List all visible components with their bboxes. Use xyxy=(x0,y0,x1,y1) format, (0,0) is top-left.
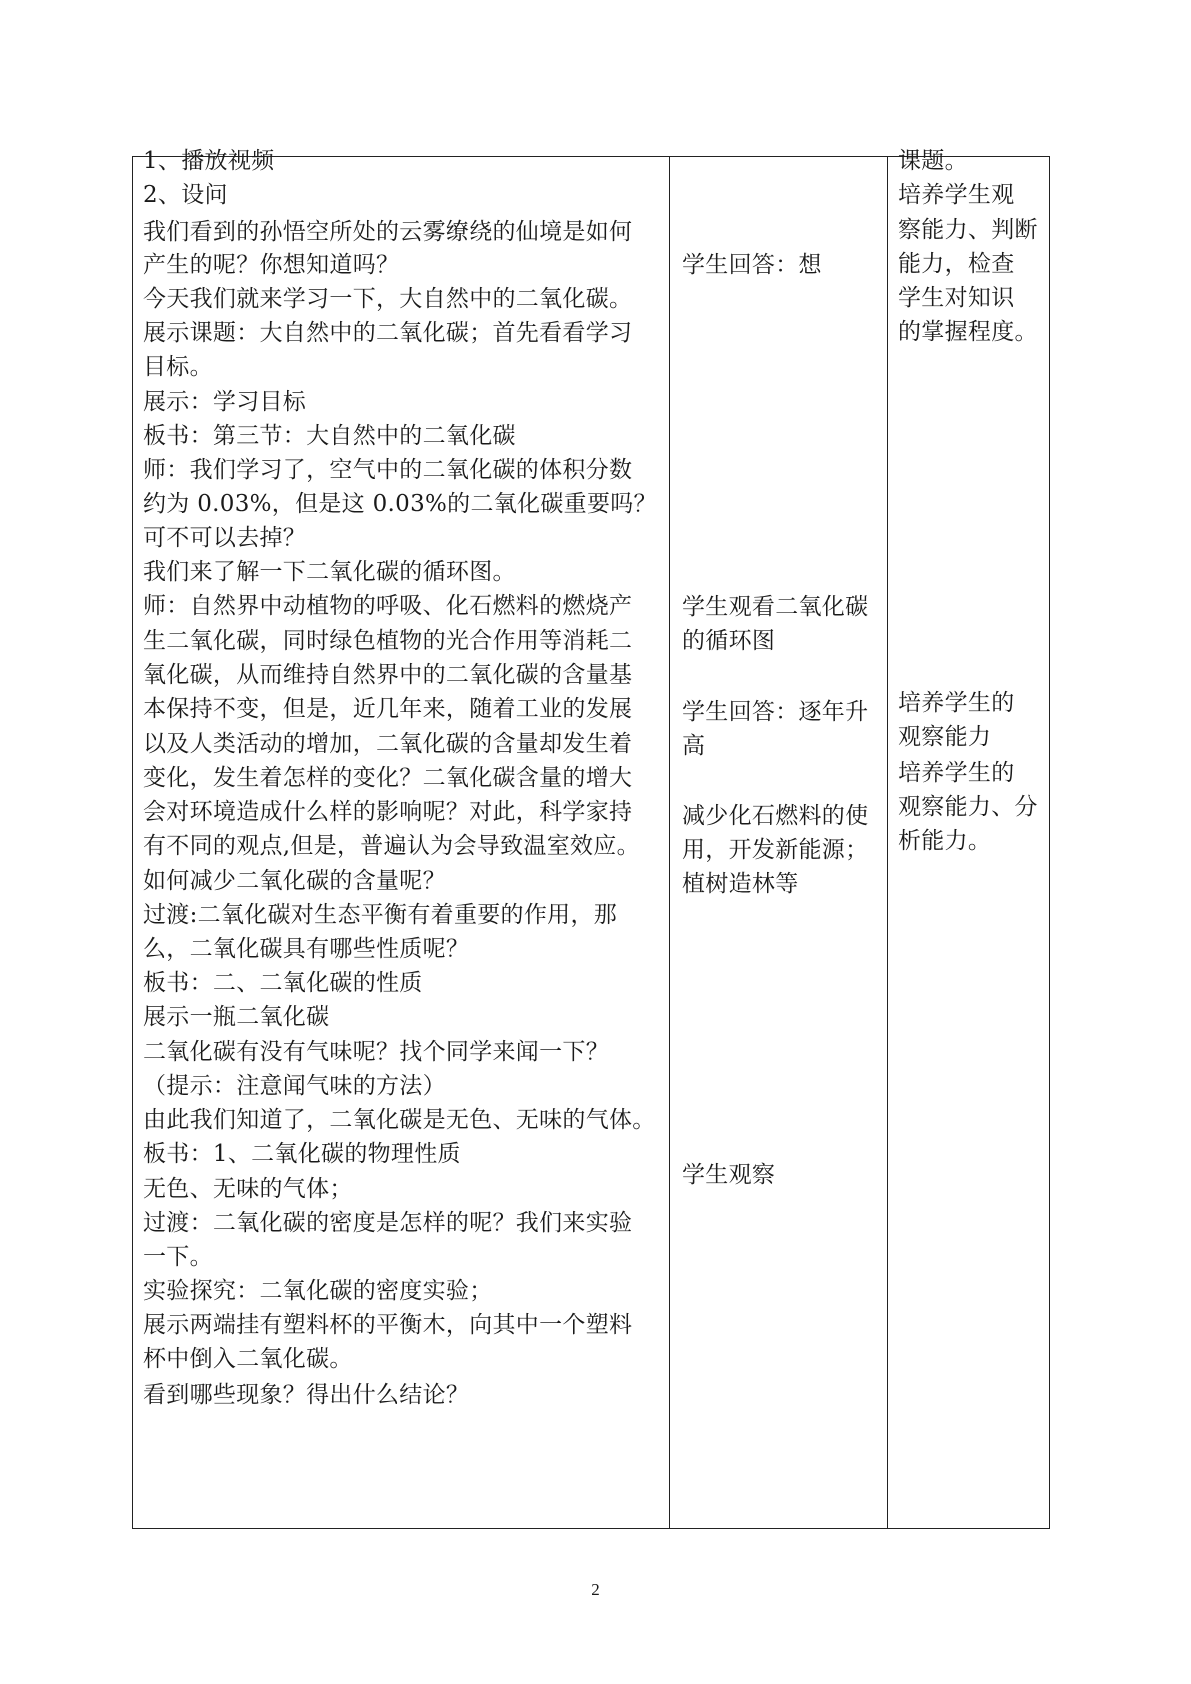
intent-line: 观察能力 xyxy=(898,724,992,750)
teacher-line: 可不可以去掉？ xyxy=(143,525,307,551)
student-line: 植树造林等 xyxy=(682,871,799,897)
teacher-line: 师：自然界中动植物的呼吸、化石燃料的燃烧产 xyxy=(143,593,633,619)
teacher-line: 过渡：二氧化碳的密度是怎样的呢？我们来实验 xyxy=(143,1210,633,1236)
student-line: 学生观察 xyxy=(682,1162,776,1188)
teacher-line: 会对环境造成什么样的影响呢？对此，科学家持 xyxy=(143,799,633,825)
teacher-line: 变化，发生着怎样的变化？二氧化碳含量的增大 xyxy=(143,765,633,791)
teacher-line: 过渡:二氧化碳对生态平衡有着重要的作用，那 xyxy=(143,902,618,928)
student-line: 学生回答：想 xyxy=(682,252,822,278)
lesson-plan-table xyxy=(132,148,1050,1529)
teacher-line: 约为 0.03%，但是这 0.03%的二氧化碳重要吗？ xyxy=(143,491,657,517)
teacher-line: 师：我们学习了，空气中的二氧化碳的体积分数 xyxy=(143,457,633,483)
teacher-line: 板书：二、二氧化碳的性质 xyxy=(143,970,423,996)
intent-line: 察能力、判断 xyxy=(898,217,1038,243)
design-intent-column xyxy=(887,148,1052,1528)
intent-line: 培养学生的 xyxy=(898,760,1015,786)
teacher-line: 我们看到的孙悟空所处的云雾缭绕的仙境是如何 xyxy=(143,219,633,245)
page-number: 2 xyxy=(591,1580,600,1599)
teacher-line: （提示：注意闻气味的方法） xyxy=(143,1073,446,1099)
teacher-line: 看到哪些现象？得出什么结论？ xyxy=(143,1382,470,1408)
intent-line: 的掌握程度。 xyxy=(898,319,1038,345)
teacher-line: 1、播放视频 xyxy=(143,148,275,174)
teacher-line: 产生的呢？你想知道吗？ xyxy=(143,252,400,278)
teacher-line: 今天我们就来学习一下，大自然中的二氧化碳。 xyxy=(143,286,633,312)
teacher-line: 我们来了解一下二氧化碳的循环图。 xyxy=(143,559,516,585)
teacher-line: 以及人类活动的增加，二氧化碳的含量却发生着 xyxy=(143,731,633,757)
teacher-line: 么，二氧化碳具有哪些性质呢？ xyxy=(143,936,470,962)
teacher-line: 由此我们知道了，二氧化碳是无色、无味的气体。 xyxy=(143,1107,656,1133)
teacher-line: 展示两端挂有塑料杯的平衡木，向其中一个塑料 xyxy=(143,1312,633,1338)
intent-line: 培养学生观 xyxy=(898,182,1015,208)
teacher-line: 本保持不变，但是，近几年来，随着工业的发展 xyxy=(143,696,633,722)
teacher-line: 氧化碳，从而维持自然界中的二氧化碳的含量基 xyxy=(143,662,633,688)
student-line: 的循环图 xyxy=(682,628,776,654)
teacher-line: 有不同的观点,但是，普遍认为会导致温室效应。 xyxy=(143,833,640,859)
intent-line: 能力，检查 xyxy=(898,251,1015,277)
teacher-line: 展示课题：大自然中的二氧化碳；首先看看学习 xyxy=(143,320,633,346)
teacher-line: 实验探究：二氧化碳的密度实验； xyxy=(143,1278,493,1304)
intent-line: 析能力。 xyxy=(898,828,992,854)
student-line: 用，开发新能源； xyxy=(682,837,869,863)
teacher-line: 一下。 xyxy=(143,1244,213,1270)
teacher-line: 如何减少二氧化碳的含量呢？ xyxy=(143,868,446,894)
teacher-line: 展示：学习目标 xyxy=(143,389,307,415)
teacher-line: 无色、无味的气体； xyxy=(143,1176,353,1202)
student-line: 学生观看二氧化碳 xyxy=(682,594,869,620)
teacher-line: 板书：1、二氧化碳的物理性质 xyxy=(143,1141,461,1167)
student-line: 减少化石燃料的使 xyxy=(682,803,869,829)
teacher-line: 2、设问 xyxy=(143,182,228,208)
teacher-line: 杯中倒入二氧化碳。 xyxy=(143,1346,353,1372)
student-activity-column xyxy=(669,157,888,1528)
teacher-line: 二氧化碳有没有气味呢？找个同学来闻一下？ xyxy=(143,1039,609,1065)
teacher-line: 板书：第三节：大自然中的二氧化碳 xyxy=(143,423,516,449)
teacher-line: 生二氧化碳，同时绿色植物的光合作用等消耗二 xyxy=(143,628,633,654)
student-line: 高 xyxy=(682,733,706,759)
teacher-line: 展示一瓶二氧化碳 xyxy=(143,1004,330,1030)
intent-line: 课题。 xyxy=(898,148,968,174)
intent-line: 培养学生的 xyxy=(898,690,1015,716)
student-line: 学生回答：逐年升 xyxy=(682,699,869,725)
intent-line: 观察能力、分 xyxy=(898,794,1038,820)
intent-line: 学生对知识 xyxy=(898,285,1015,311)
teacher-line: 目标。 xyxy=(143,354,213,380)
teacher-activity-column xyxy=(133,148,669,1528)
